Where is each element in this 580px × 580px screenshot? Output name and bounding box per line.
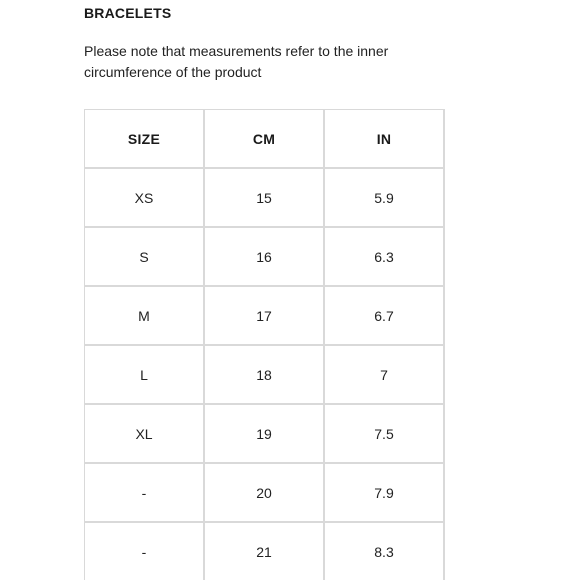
cell-in: 8.3 — [325, 523, 445, 580]
cell-in: 7.9 — [325, 464, 445, 523]
cell-size: S — [85, 228, 205, 287]
cell-cm: 17 — [205, 287, 325, 346]
cell-in: 5.9 — [325, 169, 445, 228]
cell-cm: 19 — [205, 405, 325, 464]
cell-cm: 16 — [205, 228, 325, 287]
header-cm: CM — [205, 110, 325, 169]
cell-cm: 15 — [205, 169, 325, 228]
header-size: SIZE — [85, 110, 205, 169]
table-row — [85, 287, 445, 346]
table-header-row — [85, 110, 445, 169]
cell-in: 7 — [325, 346, 445, 405]
cell-in: 6.7 — [325, 287, 445, 346]
table-row — [85, 228, 445, 287]
cell-size: XL — [85, 405, 205, 464]
cell-size: - — [85, 464, 205, 523]
table-row — [85, 523, 445, 580]
cell-in: 7.5 — [325, 405, 445, 464]
table-row — [85, 169, 445, 228]
cell-size: L — [85, 346, 205, 405]
cell-cm: 20 — [205, 464, 325, 523]
cell-size: XS — [85, 169, 205, 228]
table-row — [85, 405, 445, 464]
table-row — [85, 346, 445, 405]
header-in: IN — [325, 110, 445, 169]
measurement-note: Please note that measurements refer to the inner circumference of the product — [84, 43, 389, 80]
size-table — [84, 109, 445, 580]
cell-in: 6.3 — [325, 228, 445, 287]
cell-size: - — [85, 523, 205, 580]
cell-cm: 18 — [205, 346, 325, 405]
table-row — [85, 464, 445, 523]
page-title: BRACELETS — [84, 5, 172, 21]
cell-size: M — [85, 287, 205, 346]
cell-cm: 21 — [205, 523, 325, 580]
